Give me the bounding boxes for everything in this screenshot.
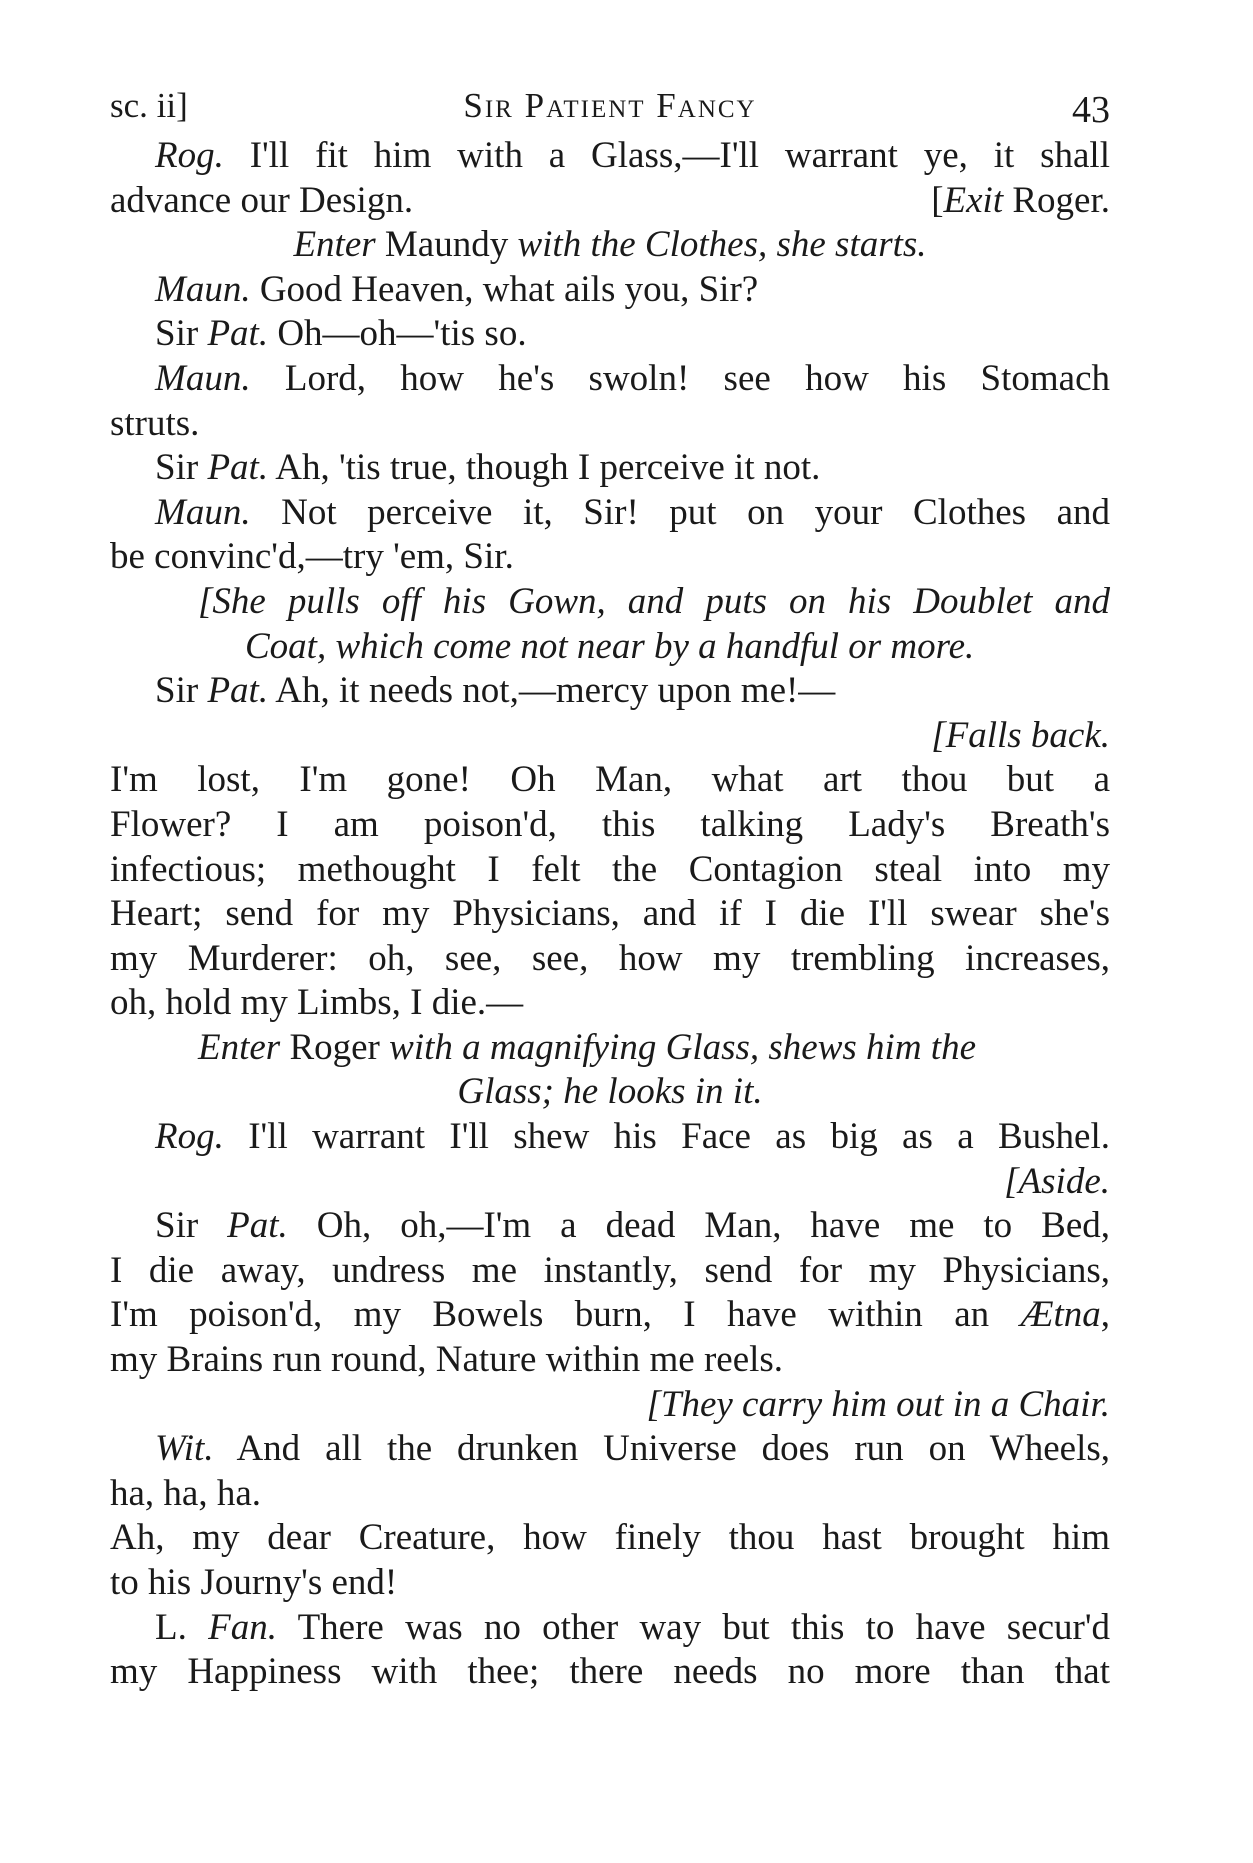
- dialogue-line: Flower? I am poison'd, this talking Lady's Breath's: [110, 803, 1110, 845]
- speaker-name: Pat.: [207, 670, 269, 712]
- line-text: Good Heaven, what ails you, Sir?: [250, 268, 759, 310]
- speaker-prefix: Sir: [155, 313, 208, 355]
- dialogue-line: [110, 179, 1110, 224]
- speaker-name: Wit.: [155, 1428, 214, 1470]
- italic-word: Ætna: [1020, 1294, 1101, 1336]
- stage-direction-text: Glass; he looks in it.: [457, 1071, 763, 1113]
- dialogue-line: [110, 491, 1110, 536]
- speaker-prefix: L.: [155, 1606, 209, 1648]
- page-number: 43: [1072, 89, 1110, 131]
- dialogue-line: my Murderer: oh, see, see, how my trembling increases,: [110, 937, 1110, 979]
- dialogue-line: [110, 357, 1110, 402]
- line-text: advance our Design.: [110, 179, 414, 221]
- speaker-name: Rog.: [155, 135, 224, 176]
- enter-word: Enter: [198, 1026, 281, 1068]
- line-text: Not perceive it, Sir! put on your Clothes and: [250, 491, 1110, 533]
- dialogue-line: Heart; send for my Physicians, and if I die I'll swear she's: [110, 893, 1110, 935]
- stage-direction: [110, 1160, 1110, 1205]
- speaker-prefix: Sir: [155, 447, 208, 489]
- dialogue-line: [110, 268, 1110, 313]
- dialogue-line: I'm lost, I'm gone! Oh Man, what art thou but a: [110, 759, 1110, 801]
- line-text: I'll warrant I'll shew his Face as big as a Bushel.: [223, 1116, 1110, 1158]
- dialogue-line: ha, ha, ha.: [110, 1472, 262, 1514]
- dialogue-line: [110, 134, 1110, 179]
- dialogue-line: [110, 1204, 1110, 1249]
- bracket: [: [931, 179, 944, 221]
- dialogue-line: I die away, undress me instantly, send for my Physicians,: [110, 1249, 1110, 1291]
- stage-direction-text: [Falls back.: [931, 714, 1110, 756]
- character-name: Roger: [280, 1026, 390, 1068]
- dialogue-line: [110, 1293, 1110, 1338]
- stage-direction-text: Coat, which come not near by a handful or more.: [245, 625, 975, 667]
- dialogue-line: to his Journy's end!: [110, 1562, 398, 1603]
- line-text: Oh—oh—'tis so.: [268, 313, 527, 355]
- dialogue-line: [110, 669, 1110, 714]
- stage-direction: [110, 580, 1110, 625]
- speaker-name: Pat.: [207, 447, 269, 489]
- stage-direction: [110, 1026, 1110, 1071]
- character-name: Maundy: [375, 224, 518, 266]
- speaker-name: Pat.: [227, 1205, 288, 1247]
- stage-direction-text: [They carry him out in a Chair.: [646, 1383, 1110, 1425]
- speaker-prefix: Sir: [155, 1205, 228, 1247]
- speaker-name: Rog.: [155, 1116, 224, 1158]
- line-text: Oh, oh,—I'm a dead Man, have me to Bed,: [287, 1205, 1110, 1247]
- running-title: Sir Patient Fancy: [463, 86, 757, 125]
- stage-direction-text: with the Clothes, she starts.: [517, 224, 927, 266]
- scene-marker: sc. ii]: [110, 86, 188, 125]
- line-text: I'll fit him with a Glass,—I'll warrant ye, it shall: [223, 135, 1110, 176]
- dialogue-line: be convinc'd,—try 'em, Sir.: [110, 536, 514, 578]
- line-text: Lord, how he's swoln! see how his Stomach: [250, 357, 1110, 399]
- speaker-name: Maun.: [155, 491, 251, 533]
- character-name: Roger.: [1003, 179, 1110, 221]
- dialogue-line: Ah, my dear Creature, how finely thou hast brought him: [110, 1517, 1110, 1559]
- speaker-name: Maun.: [155, 268, 251, 310]
- stage-direction: [110, 1383, 1110, 1428]
- stage-direction: [110, 1070, 1110, 1115]
- dialogue-line: infectious; methought I felt the Contagion steal into my: [110, 848, 1110, 890]
- stage-direction: [110, 714, 1110, 759]
- stage-direction: [110, 625, 1110, 670]
- speaker-name: Pat.: [207, 313, 269, 355]
- dialogue-line: [110, 1427, 1110, 1472]
- dialogue-line: my Brains run round, Nature within me reels.: [110, 1339, 784, 1381]
- page-text: [110, 82, 1110, 1695]
- dialogue-line: [110, 1606, 1110, 1651]
- dialogue-line: [110, 1115, 1110, 1160]
- stage-direction: [931, 179, 1110, 224]
- line-text: I'm poison'd, my Bowels burn, I have within an: [110, 1294, 1021, 1336]
- dialogue-line: [110, 312, 1110, 357]
- dialogue-line: [110, 446, 1110, 491]
- line-text: And all the drunken Universe does run on Wheels,: [213, 1428, 1110, 1470]
- speaker-name: Fan.: [208, 1606, 277, 1648]
- running-header: [110, 82, 1110, 134]
- speaker-prefix: Sir: [155, 670, 208, 712]
- line-text: Ah, 'tis true, though I perceive it not.: [268, 447, 821, 489]
- line-text: Ah, it needs not,—mercy upon me!—: [268, 670, 836, 712]
- stage-direction-text: [She pulls off his Gown, and puts on his Doublet and: [198, 580, 1110, 622]
- exit-word: Exit: [943, 179, 1004, 221]
- stage-direction-text: [Aside.: [1004, 1160, 1110, 1202]
- stage-direction-text: with a magnifying Glass, shews him the: [389, 1026, 977, 1068]
- dialogue-line: oh, hold my Limbs, I die.—: [110, 982, 524, 1024]
- speaker-name: Maun.: [155, 357, 251, 399]
- enter-word: Enter: [293, 224, 376, 266]
- stage-direction: [110, 223, 1110, 268]
- line-text: There was no other way but this to have secur'd: [276, 1606, 1110, 1648]
- dialogue-line: struts.: [110, 402, 200, 444]
- punctuation: ,: [1100, 1294, 1110, 1336]
- dialogue-line: my Happiness with thee; there needs no more than that: [110, 1651, 1110, 1693]
